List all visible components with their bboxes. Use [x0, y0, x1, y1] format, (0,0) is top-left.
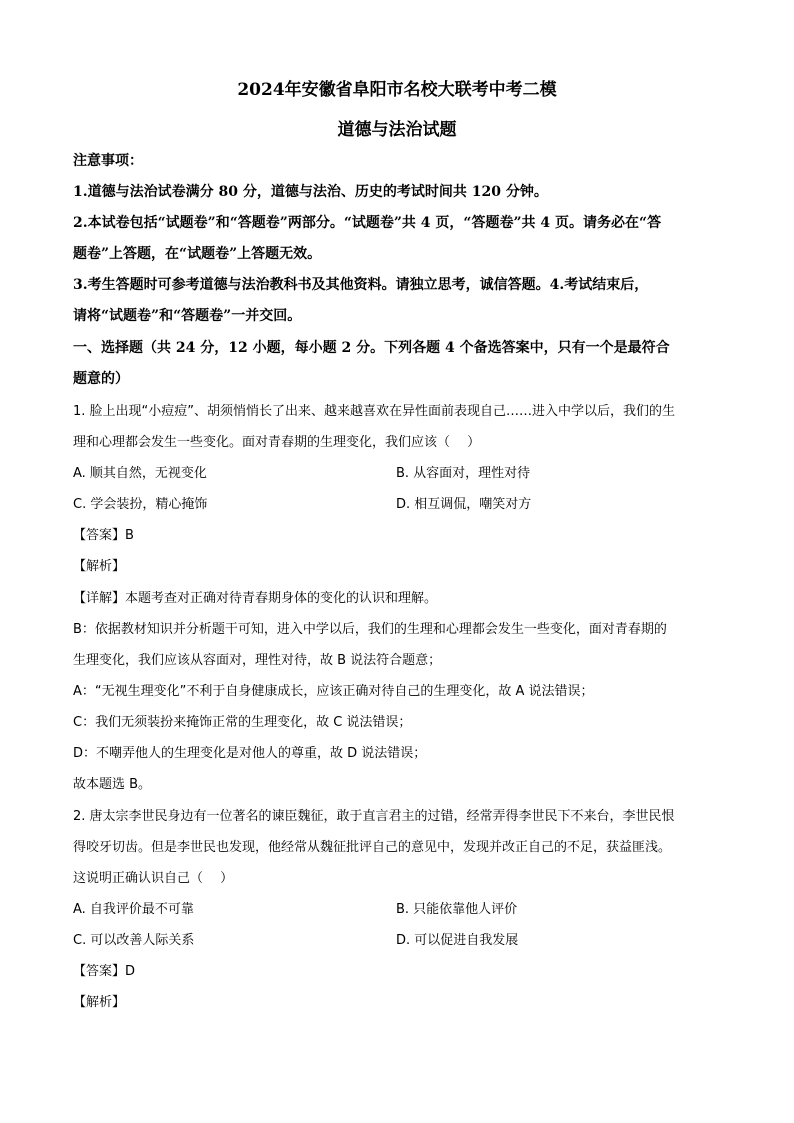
q1-stem-line-2: 理和心理都会发生一些变化。面对青春期的生理变化，我们应该（ ）	[73, 435, 481, 450]
q1-analysis-label: 【解析】	[73, 559, 126, 574]
q1-explain-c: C：我们无须装扮来掩饰正常的生理变化，故 C 说法错误；	[73, 715, 412, 730]
q2-option-a: A. 自我评价最不可靠	[73, 902, 194, 917]
q2-answer: 【答案】D	[73, 964, 136, 979]
q2-stem-line-3: 这说明正确认识自己（ ）	[73, 871, 234, 886]
section-heading-line-1: 一、选择题（共 24 分，12 小题，每小题 2 分。下列各题 4 个备选答案中，只有一个是最符合	[73, 340, 670, 356]
note-2-line-1: 2.本试卷包括“试题卷”和“答题卷”两部分。“试题卷”共 4 页，“答题卷”共 4 页。请务必在“答	[73, 215, 662, 231]
note-2-line-2: 题卷”上答题，在“试题卷”上答题无效。	[73, 246, 322, 262]
q1-answer: 【答案】B	[73, 528, 134, 543]
q1-explain-b-line-2: 生理变化，我们应该从容面对，理性对待，故 B 说法符合题意；	[73, 653, 442, 668]
q1-explain-d: D：不嘲弄他人的生理变化是对他人的尊重，故 D 说法错误；	[73, 746, 427, 761]
notes-heading: 注意事项：	[73, 153, 143, 169]
note-3-line-1: 3.考生答题时可参考道德与法治教科书及其他资料。请独立思考，诚信答题。4.考试结束后，	[73, 277, 649, 293]
note-1: 1.道德与法治试卷满分 80 分，道德与法治、历史的考试时间共 120 分钟。	[73, 184, 548, 200]
q1-option-d: D. 相互调侃，嘲笑对方	[396, 497, 532, 512]
q2-option-b: B. 只能依靠他人评价	[396, 902, 518, 917]
q2-analysis-label: 【解析】	[73, 995, 126, 1010]
q1-explain-b-line-1: B：依据教材知识并分析题干可知，进入中学以后，我们的生理和心理都会发生一些变化，面对青春期的	[73, 622, 667, 637]
exam-title: 2024年安徽省阜阳市名校大联考中考二模	[237, 80, 557, 100]
q1-option-c: C. 学会装扮，精心掩饰	[73, 497, 208, 512]
q2-stem-line-1: 2. 唐太宗李世民身边有一位著名的谏臣魏征，敢于直言君主的过错，经常弄得李世民下不来台，李世民恨	[73, 809, 675, 824]
q2-option-c: C. 可以改善人际关系	[73, 933, 195, 948]
q2-stem-line-2: 得咬牙切齿。但是李世民也发现，他经常从魏征批评自己的意见中，发现并改正自己的不足，获益匪浅。	[73, 840, 672, 855]
q2-option-d: D. 可以促进自我发展	[396, 933, 519, 948]
note-3-line-2: 请将“试题卷”和“答题卷”一并交回。	[73, 308, 302, 324]
q1-conclusion: 故本题选 B。	[73, 777, 152, 792]
q1-option-a: A. 顺其自然，无视变化	[73, 466, 207, 481]
exam-subtitle: 道德与法治试题	[337, 120, 457, 140]
q1-option-b: B. 从容面对，理性对待	[396, 466, 531, 481]
q1-detail: 【详解】本题考查对正确对待青春期身体的变化的认识和理解。	[73, 591, 438, 606]
q1-explain-a: A：“无视生理变化”不利于自身健康成长，应该正确对待自己的生理变化，故 A 说法错误；	[73, 684, 594, 699]
q1-stem-line-1: 1. 脸上出现“小痘痘”、胡须悄悄长了出来、越来越喜欢在异性面前表现自己……进入中学以后，我们的生	[73, 404, 676, 419]
section-heading-line-2: 题意的）	[73, 371, 129, 387]
